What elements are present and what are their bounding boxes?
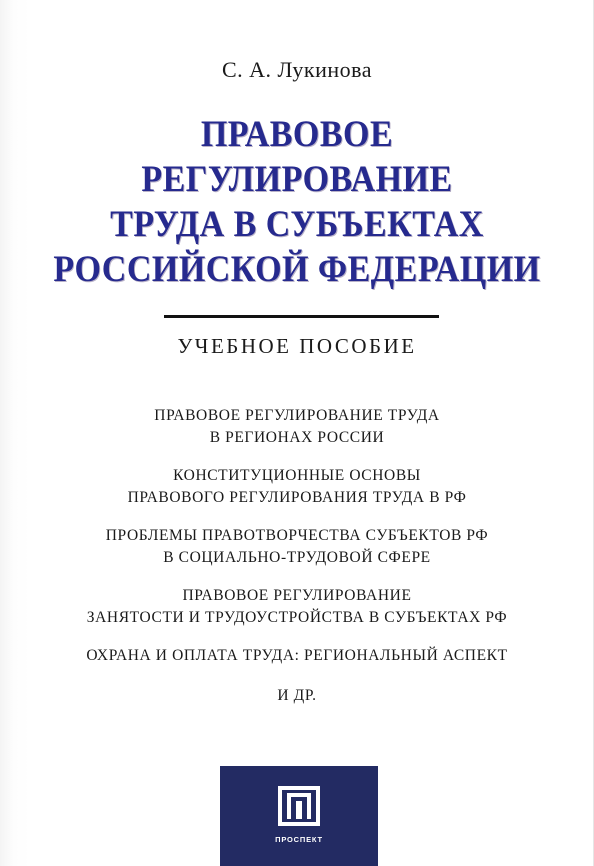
publisher-logo-icon <box>278 786 320 826</box>
topic-item <box>0 645 594 667</box>
author-name: С. А. Лукинова <box>221 57 373 82</box>
publisher-name: ПРОСПЕКТ <box>275 835 323 844</box>
title-divider <box>164 315 439 318</box>
topic-item <box>0 525 594 569</box>
title-line: ТРУДА В СУБЪЕКТАХ <box>110 204 484 245</box>
title-line: РОССИЙСКОЙ ФЕДЕРАЦИИ <box>53 249 541 290</box>
topic-line: ОХРАНА И ОПЛАТА ТРУДА: РЕГИОНАЛЬНЫЙ АСПЕКТ <box>86 647 508 664</box>
topic-line: В СОЦИАЛЬНО-ТРУДОВОЙ СФЕРЕ <box>163 549 431 566</box>
book-subtitle: УЧЕБНОЕ ПОСОБИЕ <box>177 334 417 358</box>
title-line: ПРАВОВОЕ <box>200 114 394 155</box>
topic-line: ПРАВОВОЕ РЕГУЛИРОВАНИЕ ТРУДА <box>154 407 440 424</box>
publisher-logo <box>220 766 378 866</box>
topic-item <box>0 585 594 629</box>
title-line: РЕГУЛИРОВАНИЕ <box>141 159 453 200</box>
topic-line: ЗАНЯТОСТИ И ТРУДОУСТРОЙСТВА В СУБЪЕКТАХ РФ <box>86 609 508 626</box>
topics-list <box>0 405 594 705</box>
topic-line: ПРОБЛЕМЫ ПРАВОТВОРЧЕСТВА СУБЪЕКТОВ РФ <box>105 527 489 544</box>
topic-item <box>0 465 594 509</box>
topic-line: КОНСТИТУЦИОННЫЕ ОСНОВЫ <box>173 467 421 484</box>
topic-line: ПРАВОВОГО РЕГУЛИРОВАНИЯ ТРУДА В РФ <box>127 489 467 506</box>
topic-line: В РЕГИОНАХ РОССИИ <box>209 429 385 446</box>
topic-item <box>0 405 594 449</box>
book-title <box>24 112 570 292</box>
etc-note: И ДР. <box>277 687 317 704</box>
topic-line: ПРАВОВОЕ РЕГУЛИРОВАНИЕ <box>182 587 412 604</box>
